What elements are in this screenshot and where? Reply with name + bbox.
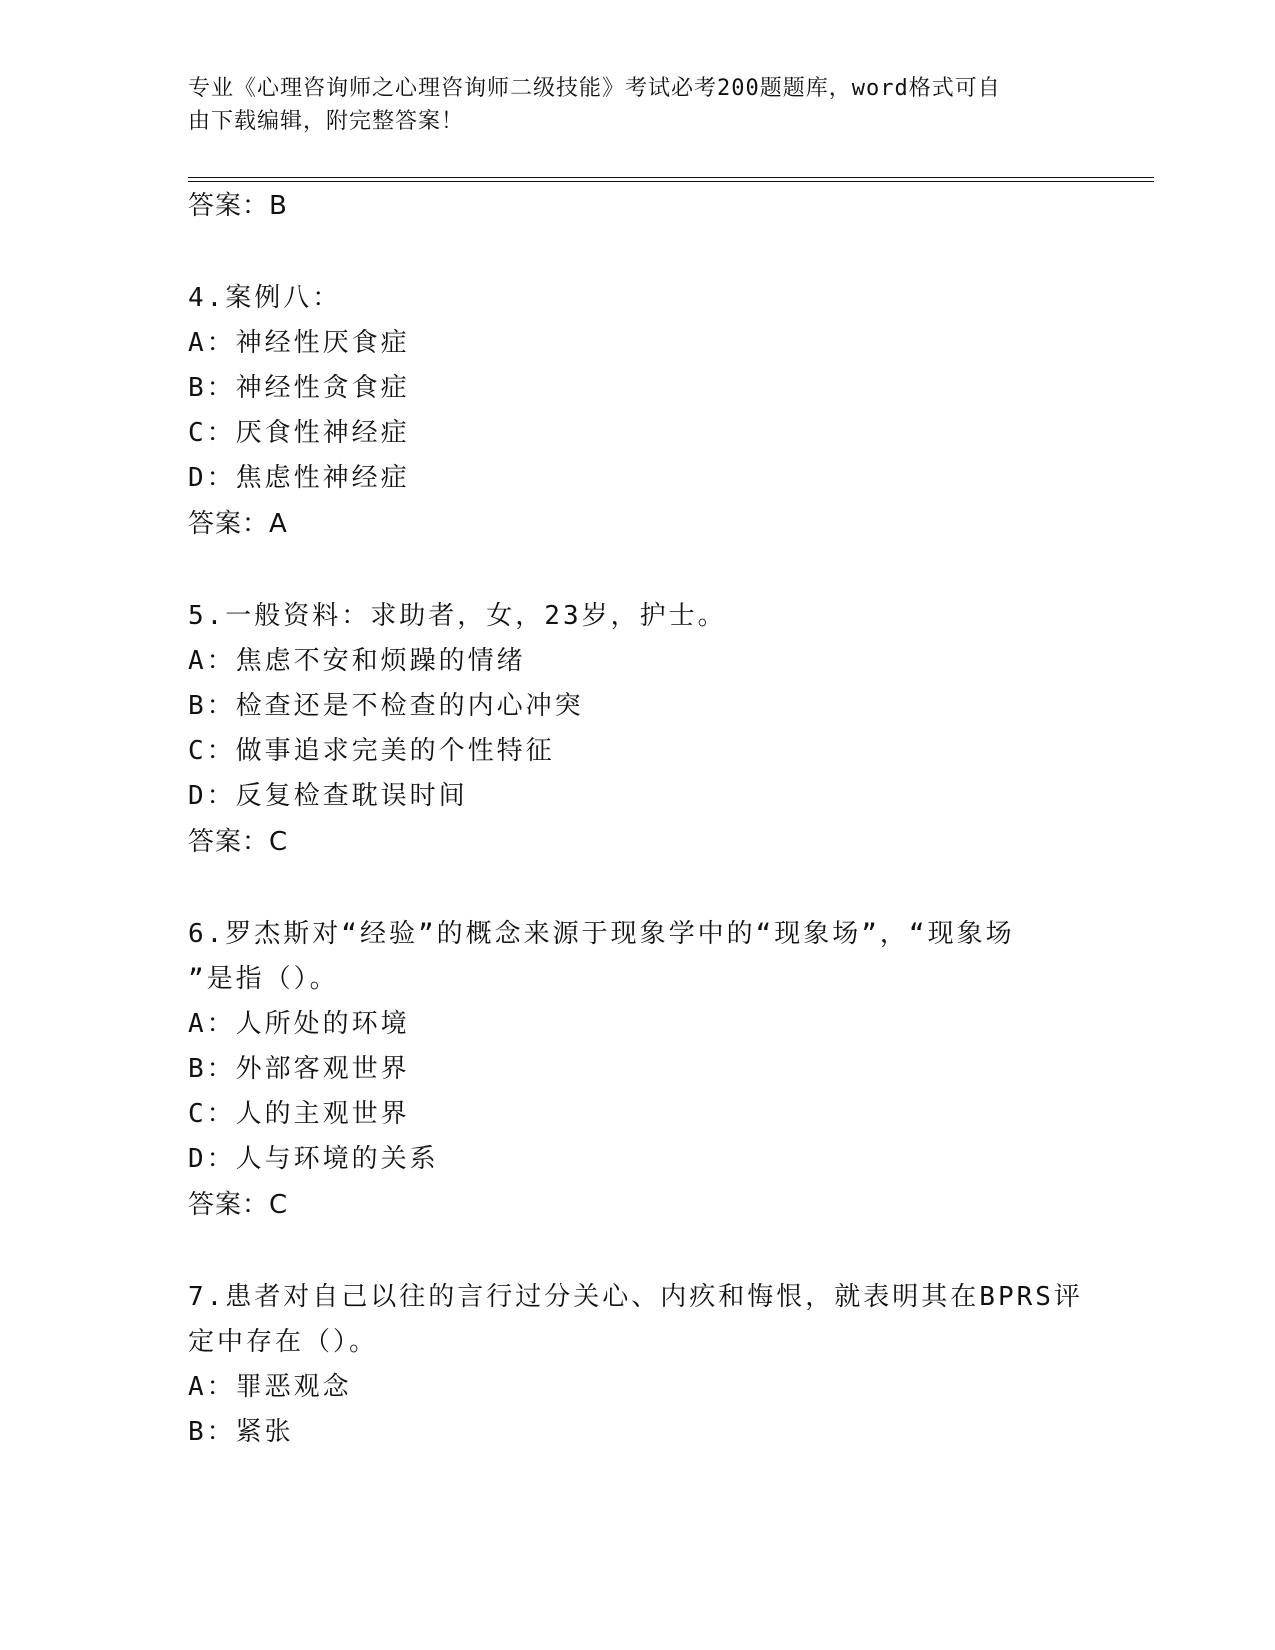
question-stem: 5.一般资料：求助者，女，23岁，护士。	[188, 601, 727, 631]
answer-q3: 答案：B	[188, 191, 288, 221]
option-d: D：焦虑性神经症	[188, 463, 410, 493]
option-c: C：人的主观世界	[188, 1099, 410, 1129]
option-a: A：神经性厌食症	[188, 328, 410, 358]
option-d: D：反复检查耽误时间	[188, 781, 468, 811]
header-rule-top	[188, 177, 1154, 178]
answer-q4: 答案：A	[188, 509, 288, 539]
question-5	[188, 594, 1088, 819]
option-b: B：紧张	[188, 1417, 294, 1447]
question-stem-line-1: 6.罗杰斯对“经验”的概念来源于现象学中的“现象场”，“现象场	[188, 919, 1015, 949]
option-a: A：罪恶观念	[188, 1372, 352, 1402]
question-stem-line-1: 7.患者对自己以往的言行过分关心、内疚和悔恨，就表明其在BPRS评	[188, 1282, 1083, 1312]
option-c: C：厌食性神经症	[188, 418, 410, 448]
question-7	[188, 1275, 1088, 1455]
option-b: B：神经性贪食症	[188, 373, 410, 403]
document-header	[188, 72, 1068, 138]
header-line-1: 专业《心理咨询师之心理咨询师二级技能》考试必考200题题库，word格式可自	[188, 76, 1001, 101]
option-b: B：检查还是不检查的内心冲突	[188, 691, 584, 721]
header-line-2: 由下载编辑，附完整答案！	[188, 109, 465, 134]
question-stem: 4.案例八：	[188, 283, 342, 313]
option-a: A：焦虑不安和烦躁的情绪	[188, 646, 526, 676]
option-b: B：外部客观世界	[188, 1054, 410, 1084]
answer-q5: 答案：C	[188, 827, 289, 857]
option-d: D：人与环境的关系	[188, 1144, 439, 1174]
question-stem-line-2: ”是指（）。	[188, 964, 339, 994]
option-a: A：人所处的环境	[188, 1009, 410, 1039]
question-4	[188, 276, 1088, 501]
answer-q6: 答案：C	[188, 1190, 289, 1220]
question-6	[188, 912, 1088, 1182]
question-stem-line-2: 定中存在（）。	[188, 1327, 379, 1357]
header-rule-bottom	[188, 181, 1154, 182]
option-c: C：做事追求完美的个性特征	[188, 736, 555, 766]
